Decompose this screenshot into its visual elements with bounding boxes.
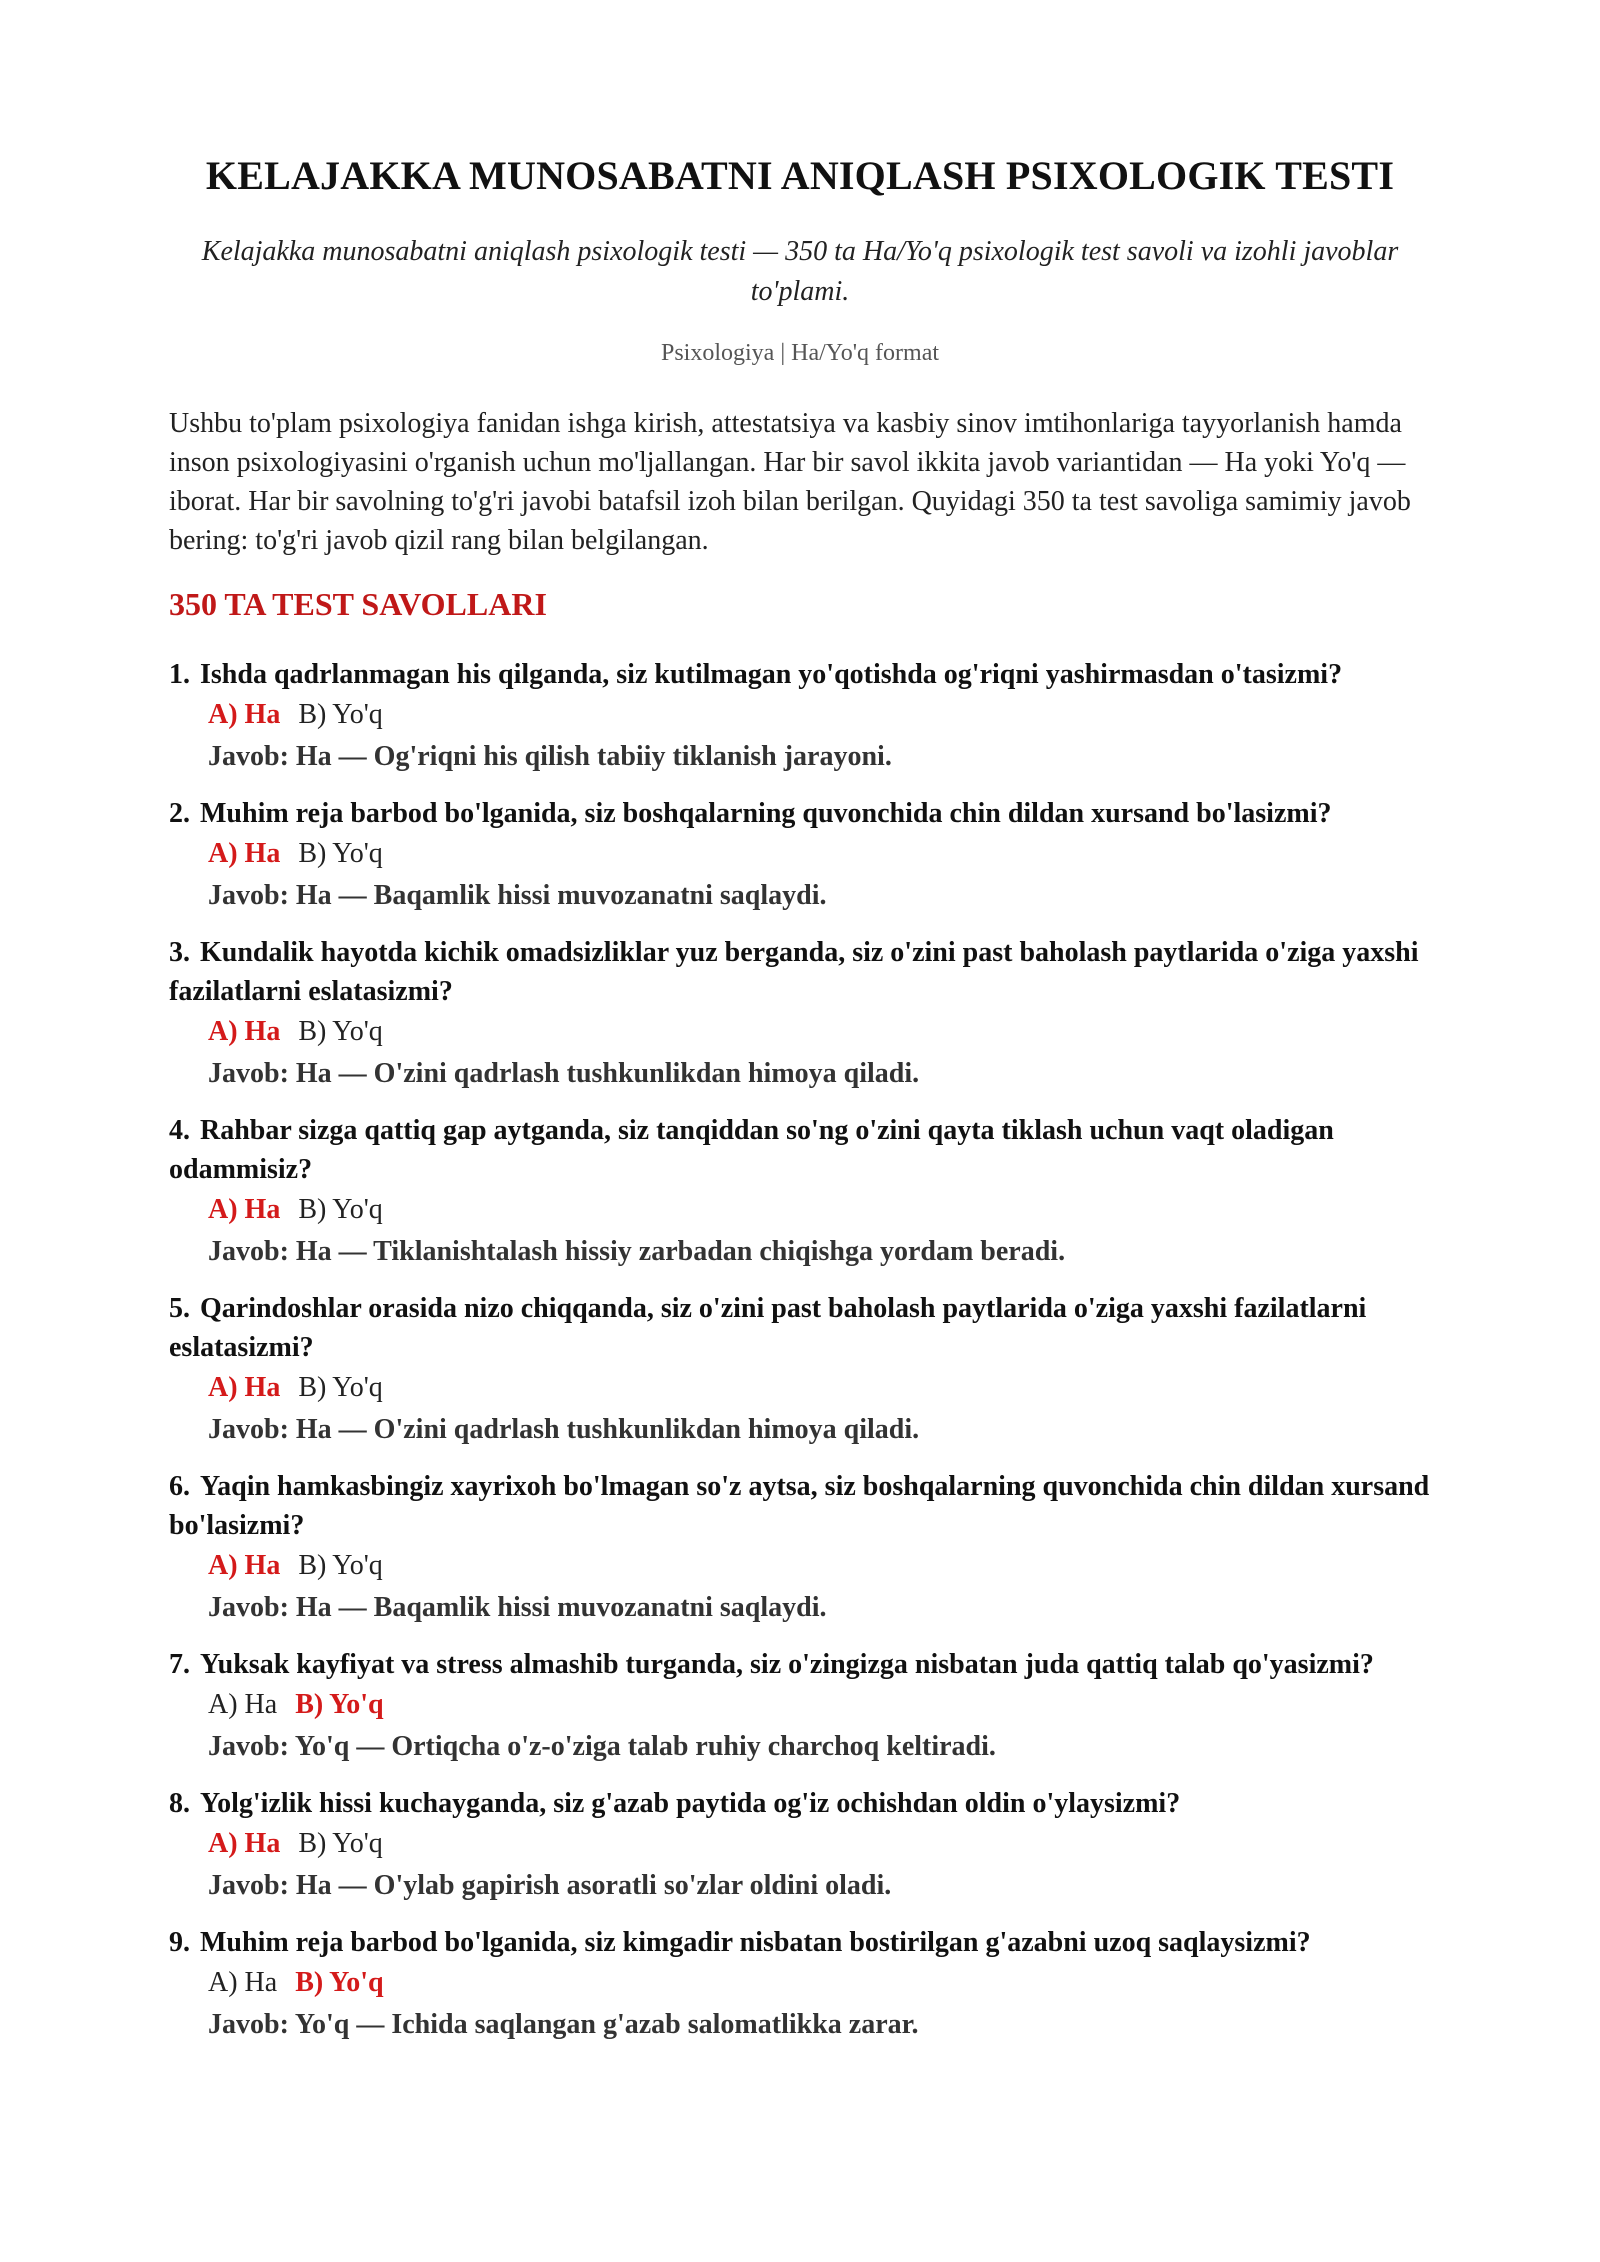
question-item: [169, 1467, 1431, 1629]
question-text: [169, 655, 1431, 694]
question-label: Muhim reja barbod bo'lganida, siz kimgadir nisbatan bostirilgan g'azabni uzoq saqlaysizmi?: [200, 1927, 1311, 1958]
question-text: [169, 1784, 1431, 1823]
intro-paragraph: Ushbu to'plam psixologiya fanidan ishga kirish, attestatsiya va kasbiy sinov imtihonlariga tayyorlanish hamda inson psixologiyasini o'rganish uchun mo'ljallangan. Har bir savol ikkita javob variantidan — Ha yoki Yo'q — iborat. Har bir savolning to'g'ri javobi batafsil izoh bilan berilgan. Quyidagi 350 ta test savoliga samimiy javob bering: to'g'ri javob qizil rang bilan belgilangan.: [169, 408, 1411, 556]
option-a: A) Ha: [208, 1372, 281, 1403]
question-number: 8.: [169, 1788, 190, 1819]
question-list: [169, 655, 1431, 2062]
answer-explanation: Javob: Ha — Baqamlik hissi muvozanatni saqlaydi.: [208, 880, 827, 911]
question-label: Qarindoshlar orasida nizo chiqqanda, siz o'zini past baholash paytlarida o'ziga yaxshi fazilatlarni eslatasizmi?: [169, 1293, 1367, 1363]
answer-explanation: Javob: Ha — O'zini qadrlash tushkunlikdan himoya qiladi.: [208, 1414, 920, 1445]
document-subtitle: Kelajakka munosabatni aniqlash psixologik testi — 350 ta Ha/Yo'q psixologik test savoli va izohli javoblar to'plami.: [201, 236, 1399, 307]
answer-explanation: Javob: Ha — O'zini qadrlash tushkunlikdan himoya qiladi.: [208, 1058, 920, 1089]
document-meta: Psixologiya | Ha/Yo'q format: [660, 340, 940, 366]
question-text: [169, 933, 1431, 1011]
option-a: A) Ha: [208, 1194, 281, 1225]
question-text: [169, 1645, 1431, 1684]
question-item: [169, 794, 1431, 917]
answer-options: [169, 1823, 1431, 1865]
document-title: KELAJAKKA MUNOSABATNI ANIQLASH PSIXOLOGIK TESTI: [205, 153, 1395, 198]
answer-options: [169, 1545, 1431, 1587]
option-b: B) Yo'q: [298, 1016, 383, 1047]
question-label: Yolg'izlik hissi kuchayganda, siz g'azab paytida og'iz ochishdan oldin o'ylaysizmi?: [200, 1788, 1181, 1819]
question-label: Rahbar sizga qattiq gap aytganda, siz tanqiddan so'ng o'zini qayta tiklash uchun vaqt oladigan odammisiz?: [169, 1115, 1334, 1185]
question-item: [169, 1111, 1431, 1273]
question-text: [169, 1467, 1431, 1545]
question-item: [169, 1923, 1431, 2046]
answer-options: [169, 694, 1431, 736]
answer-explanation: Javob: Ha — Baqamlik hissi muvozanatni saqlaydi.: [208, 1592, 827, 1623]
question-label: Yaqin hamkasbingiz xayrixoh bo'lmagan so'z aytsa, siz boshqalarning quvonchida chin dildan xursand bo'lasizmi?: [169, 1471, 1430, 1541]
question-item: [169, 1784, 1431, 1907]
option-b: B) Yo'q: [298, 1372, 383, 1403]
question-text: [169, 794, 1431, 833]
question-text: [169, 1923, 1431, 1962]
option-b: B) Yo'q: [295, 1689, 384, 1720]
answer-explanation: Javob: Ha — Og'riqni his qilish tabiiy tiklanish jarayoni.: [208, 741, 892, 772]
answer-explanation: Javob: Ha — O'ylab gapirish asoratli so'zlar oldini oladi.: [208, 1870, 892, 1901]
option-a: A) Ha: [208, 838, 281, 869]
option-b: B) Yo'q: [298, 1550, 383, 1581]
answer-options: [169, 833, 1431, 875]
question-item: [169, 655, 1431, 778]
question-text: [169, 1289, 1431, 1367]
question-text: [169, 1111, 1431, 1189]
option-b: B) Yo'q: [298, 699, 383, 730]
question-label: Kundalik hayotda kichik omadsizliklar yuz berganda, siz o'zini past baholash paytlarida o'ziga yaxshi fazilatlarni eslatasizmi?: [169, 937, 1419, 1007]
question-label: Yuksak kayfiyat va stress almashib turganda, siz o'zingizga nisbatan juda qattiq talab qo'yasizmi?: [200, 1649, 1374, 1680]
question-label: Ishda qadrlanmagan his qilganda, siz kutilmagan yo'qotishda og'riqni yashirmasdan o'tasizmi?: [200, 659, 1343, 690]
question-number: 9.: [169, 1927, 190, 1958]
question-number: 1.: [169, 659, 190, 690]
option-a: A) Ha: [208, 1967, 278, 1998]
answer-options: [169, 1962, 1431, 2004]
option-a: A) Ha: [208, 699, 281, 730]
question-number: 2.: [169, 798, 190, 829]
option-b: B) Yo'q: [298, 1828, 383, 1859]
section-heading: 350 TA TEST SAVOLLARI: [169, 586, 547, 622]
question-label: Muhim reja barbod bo'lganida, siz boshqalarning quvonchida chin dildan xursand bo'lasizmi?: [200, 798, 1332, 829]
answer-options: [169, 1367, 1431, 1409]
option-a: A) Ha: [208, 1016, 281, 1047]
answer-explanation: Javob: Ha — Tiklanishtalash hissiy zarbadan chiqishga yordam beradi.: [208, 1236, 1066, 1267]
option-b: B) Yo'q: [295, 1967, 384, 1998]
question-item: [169, 933, 1431, 1095]
question-item: [169, 1645, 1431, 1768]
answer-options: [169, 1011, 1431, 1053]
option-b: B) Yo'q: [298, 1194, 383, 1225]
option-a: A) Ha: [208, 1689, 278, 1720]
question-number: 4.: [169, 1115, 190, 1146]
answer-options: [169, 1684, 1431, 1726]
answer-explanation: Javob: Yo'q — Ortiqcha o'z-o'ziga talab ruhiy charchoq keltiradi.: [208, 1731, 996, 1762]
question-number: 6.: [169, 1471, 190, 1502]
option-a: A) Ha: [208, 1828, 281, 1859]
question-number: 7.: [169, 1649, 190, 1680]
question-number: 5.: [169, 1293, 190, 1324]
question-number: 3.: [169, 937, 190, 968]
answer-options: [169, 1189, 1431, 1231]
option-b: B) Yo'q: [298, 838, 383, 869]
option-a: A) Ha: [208, 1550, 281, 1581]
question-item: [169, 1289, 1431, 1451]
answer-explanation: Javob: Yo'q — Ichida saqlangan g'azab salomatlikka zarar.: [208, 2009, 919, 2040]
